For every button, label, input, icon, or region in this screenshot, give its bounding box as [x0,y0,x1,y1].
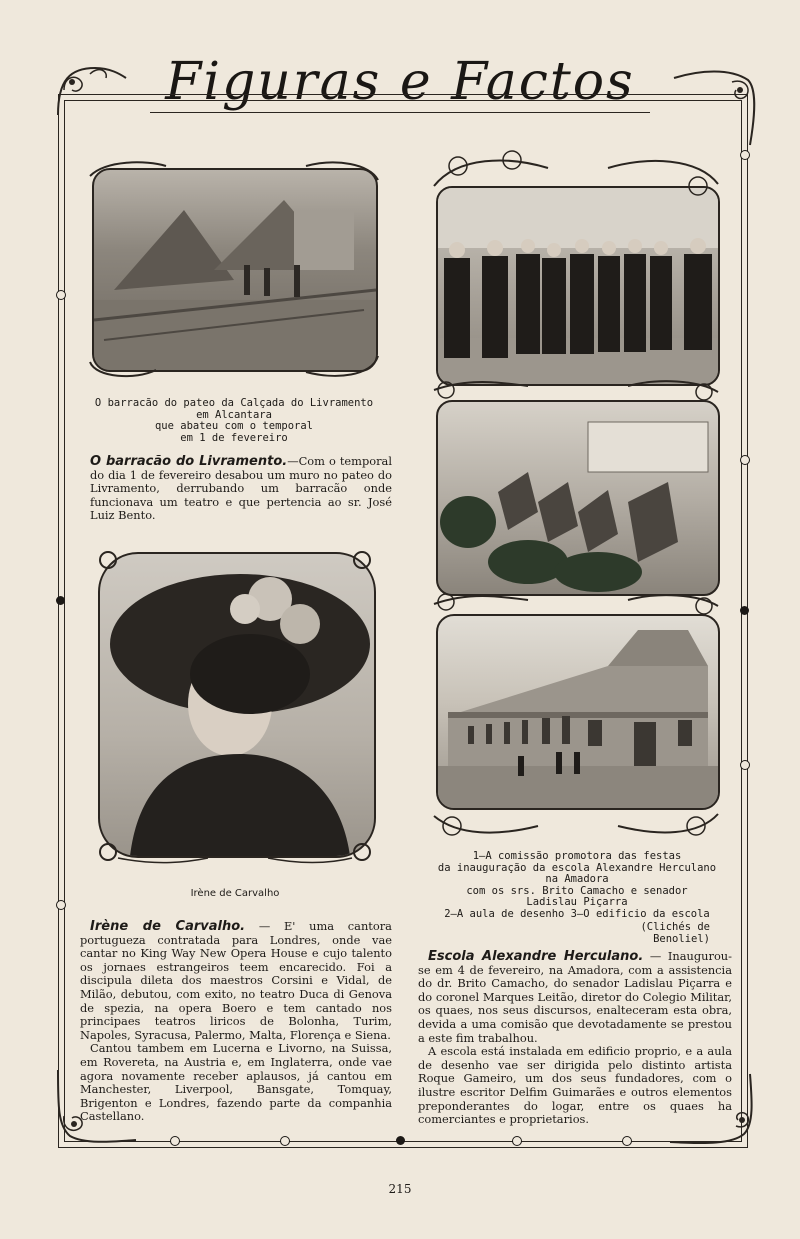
irene-article [80,920,392,1124]
border-dot [740,606,749,615]
article-text: —Com o temporal do dia 1 de fevereiro desabou um muro no pateo do Livramento, derrubando um barracão onde funcionava um teatro e que pertencia ao sr. José Luiz Bento. [90,454,392,523]
caption-line: 1—A comissão promotora das festas [472,850,682,862]
border-ring [740,455,750,465]
classroom-scene-icon [438,402,718,594]
portrait-scene-icon [100,554,374,856]
caption-line: em Alcantara [196,408,272,421]
caption-line: com os srs. Brito Camacho e senador [466,884,688,897]
page-number: 215 [388,1182,412,1196]
building-scene-icon [438,616,718,808]
article-headline: O barracão do Livramento. [90,454,288,469]
caption-line: que abateu com o temporal [154,420,314,432]
article-headline: Irène de Carvalho. [90,919,246,934]
article-text: — Inaugurou-se em 4 de fevereiro, na Amadora, com a assistencia do dr. Brito Camacho, do senador Ladislau Piçarra e do coronel Marques Leitão, diretor do Colegio Militar, os quaes, nos seus discursos, enalteceram esta obra, devida a uma comisão que devotadamente se prestou a este fim trabalhou. [418,949,732,1045]
barracao-article [90,455,392,523]
group-photo-scene-icon [438,188,718,384]
caption-line: 2—A aula de desenho 3—O edificio da escola [444,907,710,920]
barracao-scene-icon [94,170,376,370]
caption-line: em 1 de fevereiro [180,431,288,444]
border-ring [170,1136,180,1146]
photo-collapsed-barracao [92,168,378,372]
border-ring [56,900,66,910]
border-ring [512,1136,522,1146]
escola-article [418,950,732,1127]
border-ring [280,1136,290,1146]
border-dot [56,596,65,605]
barracao-caption [92,398,376,444]
caption-line: O barracão do pateo da Calçada do Livramento [94,397,374,409]
article-text: A escola está instalada em edificio proprio, e a aula de desenho vae ser dirigida pelo distinto artista Roque Gameiro, um dos seus fundadores, com o ilustre escritor Delfim Guimarães e outros elementos preponderantes do logar, entre os quaes ha comerciantes e proprietarios. [418,1044,732,1127]
article-text: — E' uma cantora portugueza contratada para Londres, onde vae cantar no King Way New Opera House e cujo talento os jornaes estrangeiros teem encarecido. Foi a discipula dileta dos maestros Corsini e Vidal, de Milão, debutou, com exito, no teatro Duca di Genova de spezia, na opera Boero e tem cantado nos principaes teatros liricos de Bolonha, Turim, Napoles, Syracusa, Palermo, Malta, Florença e Siena. [80,919,392,1042]
photo-edificio-escola [436,614,720,810]
border-ring [740,760,750,770]
cliches-credit: (Clichés de Benoliel) [640,921,710,945]
photo-aula-desenho [436,400,720,596]
border-ring [740,150,750,160]
photo-irene-portrait [98,552,376,858]
article-headline: Escola Alexandre Herculano. [428,949,644,964]
escola-caption [432,851,722,920]
border-ring [56,290,66,300]
article-text: Cantou tambem em Lucerna e Livorno, na Suissa, em Rovereta, na Austria e, em Inglaterra, onde vae agora novamente receber aplausos, já cantou em Manchester, Liverpool, Bansgate, Tomquay, Brigenton e Londres, fazendo parte da companhia Castellano. [80,1041,392,1124]
border-ring [622,1136,632,1146]
irene-caption: Irène de Carvalho [190,888,280,899]
caption-line: Ladislau Piçarra [526,896,628,908]
caption-line: da inauguração da escola Alexandre Herculano [437,861,717,874]
page-title: Figuras e Factos [165,52,635,112]
border-dot [396,1136,405,1145]
caption-line: na Amadora [545,873,609,885]
photo-comissao-promotora [436,186,720,386]
